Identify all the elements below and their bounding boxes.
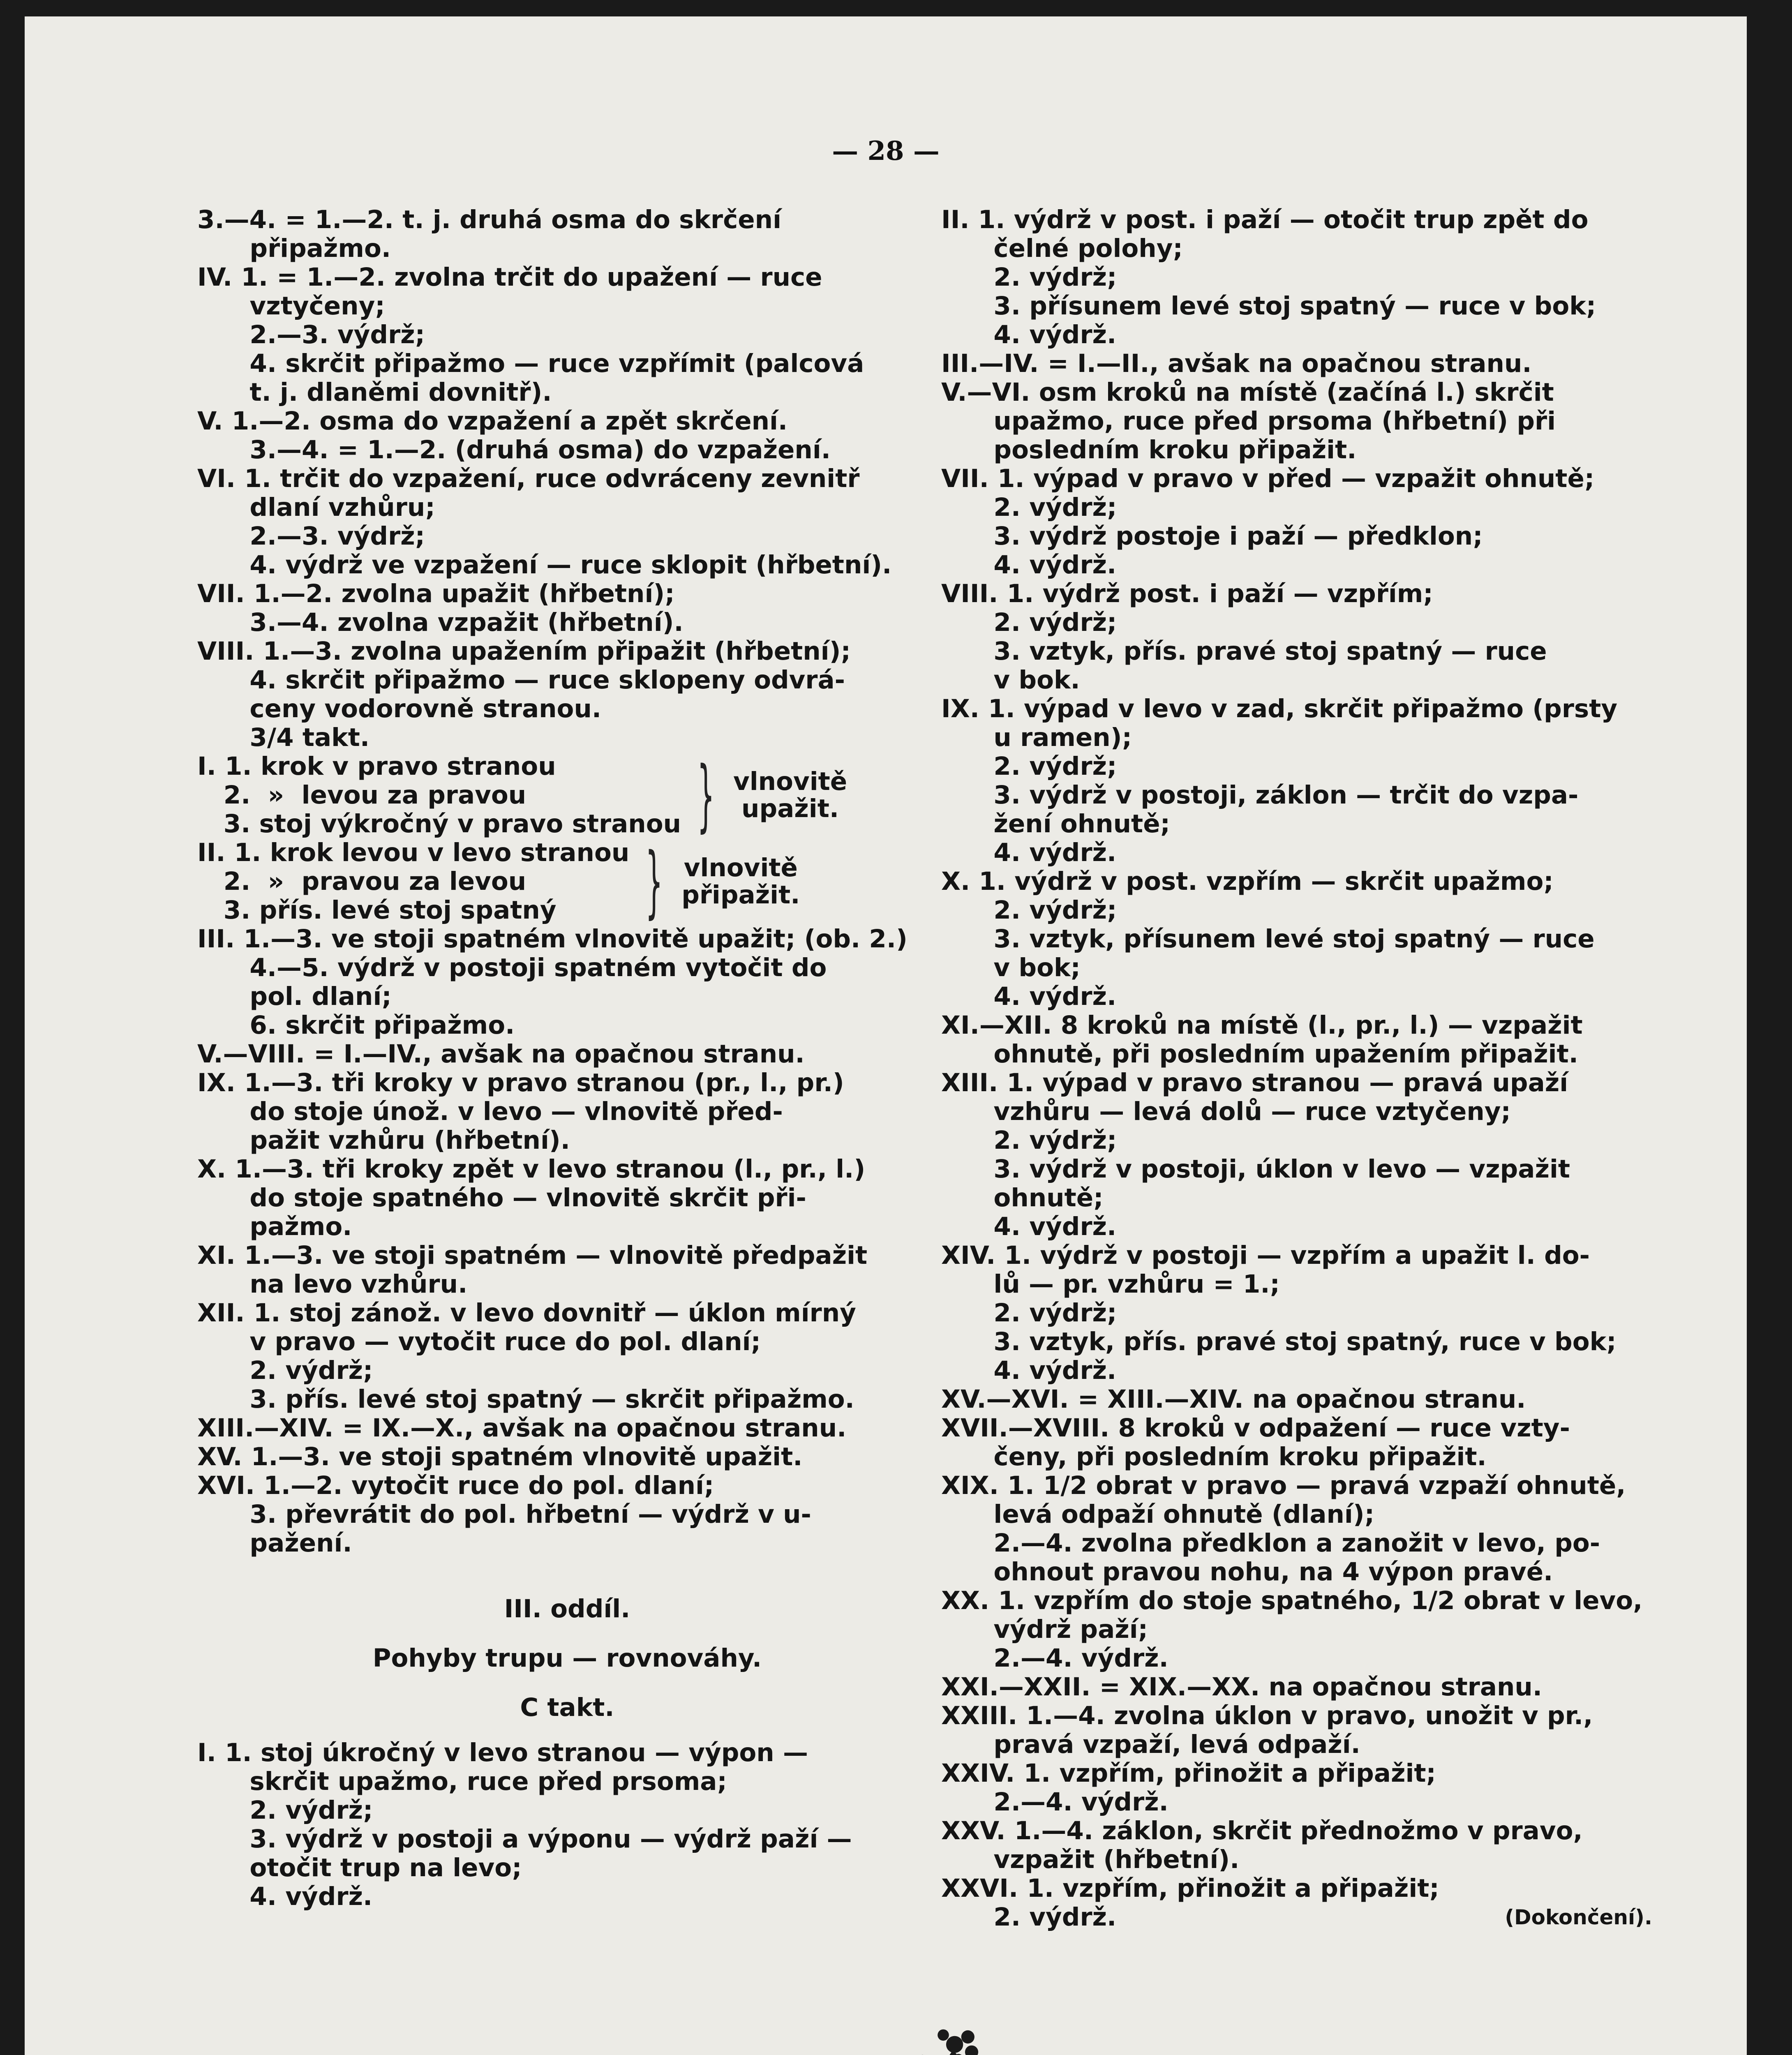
text-line: XX. 1. vzpřím do stoje spatného, 1/2 obrat v levo, [941, 1586, 1643, 1615]
text-line: posledním kroku připažit. [941, 435, 1357, 464]
brace-label-line: vlnovitě [684, 853, 798, 882]
text-line: 2. výdrž; [941, 1298, 1117, 1328]
text-line: XI. 1.—3. ve stoji spatném — vlnovitě předpažit [197, 1241, 868, 1270]
text-line: 3. výdrž postoje i paží — předklon; [941, 522, 1483, 551]
text-line: XV.—XVI. = XIII.—XIV. na opačnou stranu. [941, 1385, 1526, 1414]
text-line: V.—VIII. = I.—IV., avšak na opačnou stranu. [197, 1039, 805, 1069]
section-tempo: C takt. [520, 1693, 614, 1722]
text-line: 2.—4. výdrž. [941, 1787, 1168, 1817]
text-line: do stoje únož. v levo — vlnovitě před- [197, 1097, 783, 1126]
text-line: 4. výdrž. [197, 1882, 373, 1911]
text-line: 3. výdrž v postoji, záklon — trčit do vzpa- [941, 780, 1579, 810]
text-line: ceny vodorovně stranou. [197, 694, 602, 723]
text-line: 3. vztyk, přís. pravé stoj spatný — ruce [941, 637, 1547, 666]
text-line: pol. dlaní; [197, 982, 392, 1011]
section-header [197, 1595, 937, 1722]
brace-label [733, 768, 847, 822]
text-line: 3. přís. levé stoj spatný — skrčit připažmo. [197, 1385, 854, 1414]
text-line: XI.—XII. 8 kroků na místě (l., pr., l.) — vzpažit [941, 1011, 1583, 1040]
text-line: 4. výdrž. [941, 1212, 1117, 1241]
text-line: v bok; [941, 953, 1081, 982]
text-line: na levo vzhůru. [197, 1270, 468, 1299]
text-line: XIII.—XIV. = IX.—X., avšak na opačnou stranu. [197, 1413, 847, 1443]
text-line: 2. výdrž; [197, 1356, 373, 1385]
right-column [941, 206, 1652, 1932]
text-line: ohnout pravou nohu, na 4 výpon pravé. [941, 1557, 1553, 1586]
brace-label-line: upažit. [741, 794, 839, 823]
text-line: X. 1. výdrž v post. vzpřím — skrčit upažmo; [941, 867, 1554, 896]
brace-label-line: připažit. [681, 880, 800, 910]
text-line: XXI.—XXII. = XIX.—XX. na opačnou stranu. [941, 1672, 1543, 1702]
text-line: VII. 1.—2. zvolna upažit (hřbetní); [197, 579, 675, 608]
text-line: vztyčeny; [197, 291, 385, 321]
text-line: II. 1. krok levou v levo stranou [197, 838, 630, 867]
text-line: výdrž paží; [941, 1615, 1148, 1644]
text-line: připažmo. [197, 234, 391, 263]
text-line: 3. přísunem levé stoj spatný — ruce v bok; [941, 291, 1596, 321]
text-line: VIII. 1. výdrž post. i paží — vzpřím; [941, 579, 1433, 608]
text-line: 4. výdrž. [941, 550, 1117, 580]
text-line: 3. stoj výkročný v pravo stranou [197, 809, 681, 838]
text-line: 2.—3. výdrž; [197, 522, 425, 551]
text-line: V.—VI. osm kroků na místě (začíná l.) skrčit [941, 378, 1554, 407]
text-line: levá odpaží ohnutě (dlaní); [941, 1500, 1375, 1529]
text-line: upažmo, ruce před prsoma (hřbetní) při [941, 406, 1556, 436]
text-line: u ramen); [941, 723, 1132, 752]
text-line: 2. » levou za pravou [197, 780, 527, 810]
text-line: 4. výdrž. [941, 838, 1117, 867]
text-line: XII. 1. stoj zánož. v levo dovnitř — úklon mírný [197, 1298, 856, 1328]
text-line: 2. výdrž; [941, 896, 1117, 925]
text-line: 3/4 takt. [197, 723, 370, 752]
text-line: 4. skrčit připažmo — ruce sklopeny odvrá- [197, 665, 845, 695]
text-line: III.—IV. = I.—II., avšak na opačnou stranu. [941, 349, 1532, 378]
floral-ornament-icon [896, 2018, 991, 2055]
text-line: IV. 1. = 1.—2. zvolna trčit do upažení — ruce [197, 263, 822, 292]
text-line: 2.—3. výdrž; [197, 320, 425, 349]
text-line: v bok. [941, 665, 1080, 695]
text-line: 4. výdrž ve vzpažení — ruce sklopit (hřbetní). [197, 550, 892, 580]
text-line: 3. převrátit do pol. hřbetní — výdrž v u- [197, 1500, 811, 1529]
text-line: 4. výdrž. [941, 1356, 1117, 1385]
text-line: XV. 1.—3. ve stoji spatném vlnovitě upažit. [197, 1442, 803, 1471]
text-line: 4. výdrž. [941, 982, 1117, 1011]
text-line: 2. výdrž; [941, 608, 1117, 637]
text-line: lů — pr. vzhůru = 1.; [941, 1270, 1280, 1299]
left-block-b [197, 925, 937, 1558]
text-line: ohnutě; [941, 1183, 1104, 1212]
left-block-c [197, 1739, 937, 1911]
text-line: do stoje spatného — vlnovitě skrčit při- [197, 1183, 806, 1212]
text-line: IX. 1. výpad v levo v zad, skrčit připažmo (prsty [941, 694, 1618, 723]
text-line: 2. výdrž; [941, 1126, 1117, 1155]
text-line: III. 1.—3. ve stoji spatném vlnovitě upažit; (ob. 2.) [197, 924, 908, 954]
text-line: 2. výdrž; [941, 263, 1117, 292]
brace-group-lines [197, 752, 681, 838]
text-line: 4.—5. výdrž v postoji spatném vytočit do [197, 953, 827, 982]
text-line: XXIV. 1. vzpřím, přinožit a připažit; [941, 1759, 1436, 1788]
page-number: — 28 — [832, 136, 940, 166]
text-line: skrčit upažmo, ruce před prsoma; [197, 1767, 727, 1796]
brace-symbol: } [697, 750, 715, 840]
text-line: XIX. 1. 1/2 obrat v pravo — pravá vzpaží ohnutě, [941, 1471, 1626, 1500]
brace-group-lines [197, 838, 629, 925]
brace-label [681, 854, 800, 909]
section-subtitle: Pohyby trupu — rovnováhy. [372, 1644, 762, 1673]
text-line: 2. » pravou za levou [197, 867, 527, 896]
section-title: III. oddíl. [504, 1594, 630, 1623]
brace-group-1 [197, 752, 937, 838]
text-line: 3.—4. = 1.—2. (druhá osma) do vzpažení. [197, 435, 831, 464]
brace-symbol: } [645, 836, 663, 927]
text-line: ohnutě, při posledním upažením připažit. [941, 1039, 1578, 1069]
text-line: čeny, při posledním kroku připažit. [941, 1442, 1487, 1471]
brace-label-line: vlnovitě [733, 767, 848, 796]
left-block-a [197, 206, 937, 752]
end-note: (Dokončení). [1505, 1905, 1652, 1929]
text-line: II. 1. výdrž v post. i paží — otočit trup zpět do [941, 205, 1589, 234]
text-line: 2.—4. výdrž. [941, 1644, 1168, 1673]
text-line: VII. 1. výpad v pravo v před — vzpažit ohnutě; [941, 464, 1595, 493]
text-line: 4. výdrž. [941, 320, 1117, 349]
text-line: 3.—4. zvolna vzpažit (hřbetní). [197, 608, 684, 637]
text-line: VIII. 1.—3. zvolna upažením připažit (hřbetní); [197, 637, 851, 666]
text-line: čelné polohy; [941, 234, 1183, 263]
text-line: I. 1. stoj úkročný v levo stranou — výpon — [197, 1738, 808, 1767]
text-line: XIII. 1. výpad v pravo stranou — pravá upaží [941, 1068, 1568, 1097]
text-line: 2. výdrž; [941, 493, 1117, 522]
text-line: vzhůru — levá dolů — ruce vztyčeny; [941, 1097, 1511, 1126]
text-line: vzpažit (hřbetní). [941, 1845, 1240, 1874]
text-line: pažení. [197, 1529, 352, 1558]
text-line: XIV. 1. výdrž v postoji — vzpřím a upažit l. do- [941, 1241, 1590, 1270]
text-line: XVI. 1.—2. vytočit ruce do pol. dlaní; [197, 1471, 714, 1500]
text-line: 3. výdrž v postoji, úklon v levo — vzpažit [941, 1154, 1570, 1184]
page [25, 16, 1747, 2055]
text-line: 3.—4. = 1.—2. t. j. druhá osma do skrčení [197, 205, 781, 234]
text-line: 3. vztyk, přísunem levé stoj spatný — ruce [941, 924, 1595, 954]
text-line: otočit trup na levo; [197, 1853, 522, 1882]
text-line: dlaní vzhůru; [197, 493, 435, 522]
text-line: 3. vztyk, přís. pravé stoj spatný, ruce v bok; [941, 1327, 1616, 1356]
text-line: 3. přís. levé stoj spatný [197, 896, 557, 925]
text-line: t. j. dlaněmi dovnitř). [197, 378, 552, 407]
text-line: XVII.—XVIII. 8 kroků v odpažení — ruce vzty- [941, 1413, 1570, 1443]
brace-group-2 [197, 838, 937, 925]
text-line: 2. výdrž; [941, 752, 1117, 781]
text-line: V. 1.—2. osma do vzpažení a zpět skrčení. [197, 406, 788, 436]
text-line: 3. výdrž v postoji a výponu — výdrž paží — [197, 1824, 852, 1854]
text-line: 6. skrčit připažmo. [197, 1011, 515, 1040]
text-line: pravá vzpaží, levá odpaží. [941, 1730, 1360, 1759]
text-line: X. 1.—3. tři kroky zpět v levo stranou (l., pr., l.) [197, 1154, 866, 1184]
left-column [197, 206, 937, 1911]
text-line: žení ohnutě; [941, 809, 1170, 838]
text-line: 4. skrčit připažmo — ruce vzpřímit (palcová [197, 349, 864, 378]
text-line: 2. výdrž. [941, 1903, 1117, 1932]
text-line: I. 1. krok v pravo stranou [197, 752, 556, 781]
text-line: pažit vzhůru (hřbetní). [197, 1126, 570, 1155]
text-line: 2.—4. zvolna předklon a zanožit v levo, po- [941, 1529, 1600, 1558]
text-line: IX. 1.—3. tři kroky v pravo stranou (pr., l., pr.) [197, 1068, 844, 1097]
text-line: pažmo. [197, 1212, 352, 1241]
text-line: v pravo — vytočit ruce do pol. dlaní; [197, 1327, 761, 1356]
text-line: VI. 1. trčit do vzpažení, ruce odvráceny zevnitř [197, 464, 860, 493]
text-line: XXV. 1.—4. záklon, skrčit přednožmo v pravo, [941, 1816, 1583, 1845]
text-line: 2. výdrž; [197, 1796, 373, 1825]
text-line: XXIII. 1.—4. zvolna úklon v pravo, unožit v pr., [941, 1701, 1593, 1730]
text-line: XXVI. 1. vzpřím, přinožit a připažit; [941, 1874, 1439, 1903]
